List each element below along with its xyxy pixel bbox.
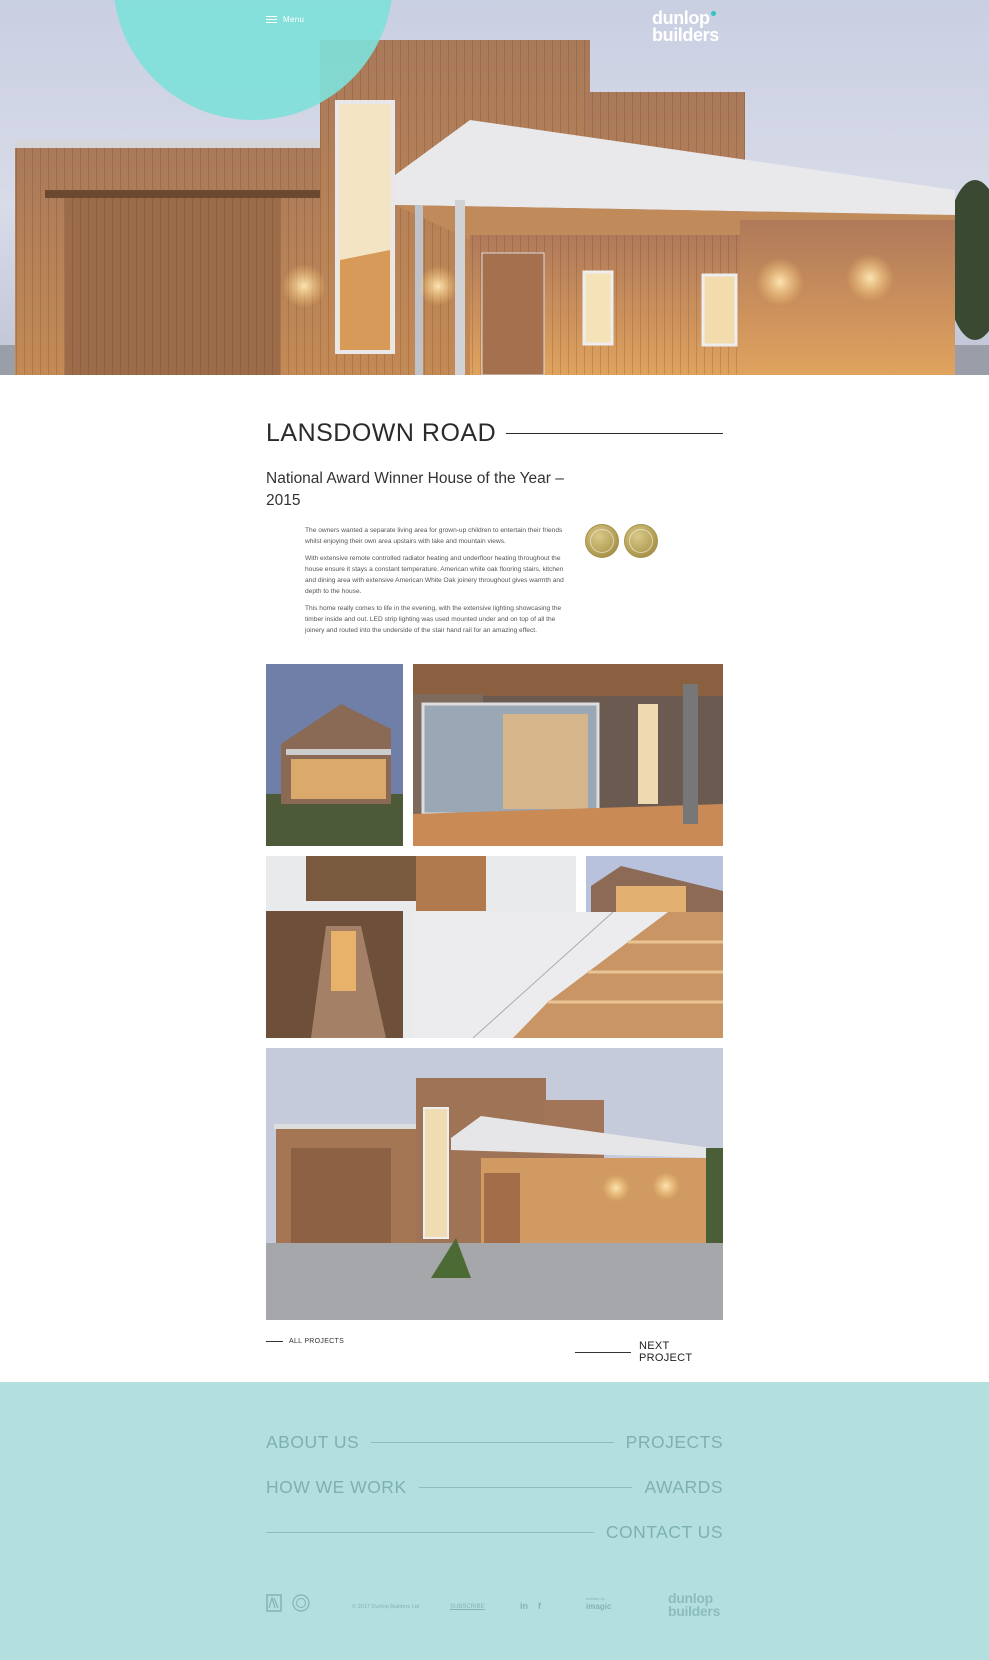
gallery-photo-deck[interactable]: [413, 664, 723, 846]
header-logo[interactable]: [652, 10, 719, 44]
description-paragraph: The owners wanted a separate living area for grown-up children to entertain their friends whilst enjoying their own area upstairs with lake and mountain views.: [305, 527, 563, 545]
menu-button[interactable]: [266, 15, 304, 24]
footer-link-how-we-work[interactable]: HOW WE WORK: [266, 1477, 407, 1497]
footer-link-contact[interactable]: CONTACT US: [605, 1522, 723, 1542]
footer-logo[interactable]: [668, 1592, 720, 1618]
award-badge-icon: [624, 524, 658, 558]
footer-row-3: [266, 1522, 723, 1543]
footer-row-2: [266, 1477, 723, 1498]
all-projects-line: [266, 1341, 283, 1342]
next-project-label: NEXT PROJECT: [638, 1340, 693, 1364]
award-badge-icon: [585, 524, 619, 558]
footer-divider: [419, 1487, 633, 1488]
certification-logo-icon: [266, 1594, 282, 1612]
house-exterior-illustration: [0, 0, 989, 375]
imagic-credit-link[interactable]: imagic: [586, 1602, 612, 1611]
next-project-line: [575, 1352, 631, 1353]
hamburger-icon: [266, 16, 277, 23]
logo-dot-icon: [711, 11, 716, 16]
description-paragraph: This home really comes to life in the evening, with the extensive lighting showcasing the timber inside and out. LED strip lighting was used mounted under and on top of all the joinery and routed into the underside of the stair hand rail for an amazing effect.: [305, 605, 562, 634]
menu-label: Menu: [283, 15, 305, 24]
gallery-photo-upper-level[interactable]: [586, 856, 723, 912]
project-description: [305, 525, 567, 642]
footer-logo-line-2: builders: [668, 1603, 721, 1619]
footer-link-projects[interactable]: PROJECTS: [625, 1432, 723, 1452]
footer-bottom-bar: [266, 1592, 723, 1622]
title-divider: [506, 433, 723, 434]
all-projects-label: ALL PROJECTS: [289, 1338, 345, 1345]
logo-line-2: builders: [652, 25, 719, 45]
gallery-photo-front-facade[interactable]: [266, 1048, 723, 1320]
footer-row-1: [266, 1432, 723, 1453]
master-builders-seal-icon: [292, 1594, 310, 1612]
project-subtitle: National Award Winner House of the Year – 2015: [266, 470, 564, 509]
gallery-photo-stairs[interactable]: [413, 912, 723, 1038]
footer-divider: [371, 1442, 614, 1443]
facebook-icon[interactable]: f: [538, 1601, 541, 1611]
footer-link-awards[interactable]: AWARDS: [644, 1477, 723, 1497]
gallery-photo-exterior-dusk[interactable]: [266, 664, 403, 846]
logo-line-1: dunlop: [652, 8, 710, 28]
footer-link-about[interactable]: ABOUT US: [266, 1432, 360, 1452]
page-title: LANSDOWN ROAD: [266, 419, 497, 447]
project-title-row: [266, 419, 723, 448]
footer-logo-line-1: dunlop: [668, 1590, 713, 1606]
next-project-link[interactable]: [575, 1340, 723, 1364]
linkedin-icon[interactable]: in: [520, 1601, 528, 1611]
credit-small-text: website by: [586, 1596, 605, 1601]
description-paragraph: With extensive remote controlled radiator heating and underfloor heating throughout the house ensure it stays a constant temperature. American white oak flooring stairs, kitchen and dining area with extensive American White Oak joinery throughout gives warmth and depth to the house.: [305, 555, 564, 595]
copyright-text: © 2017 Dunlop Builders Ltd: [352, 1604, 420, 1610]
all-projects-link[interactable]: [266, 1338, 344, 1345]
subscribe-link[interactable]: SUBSCRIBE: [450, 1604, 485, 1610]
hero-image: [0, 0, 989, 375]
footer-divider: [266, 1532, 594, 1533]
